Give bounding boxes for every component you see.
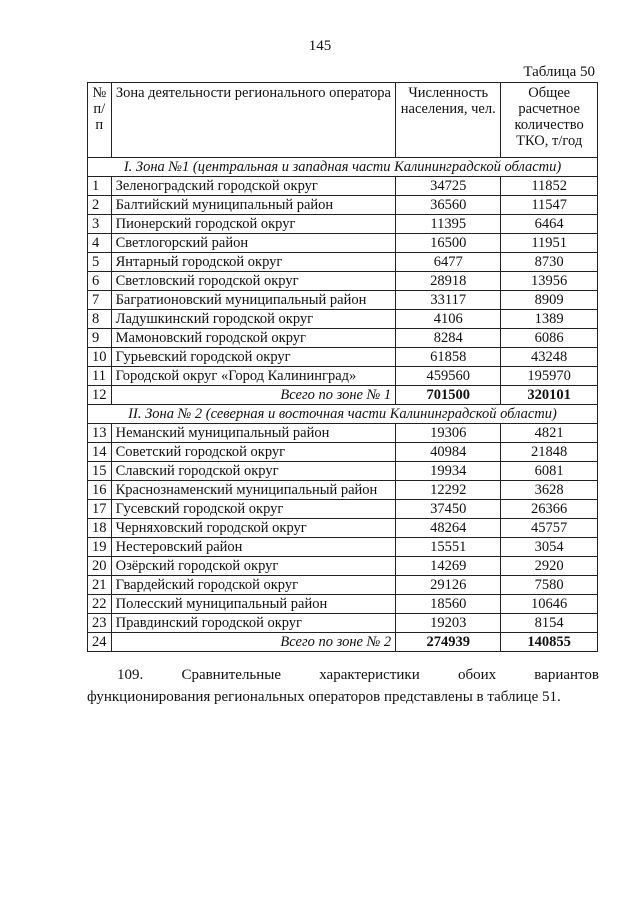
district-name: Всего по зоне № 2 <box>111 633 396 652</box>
population-cell: 6477 <box>396 253 501 272</box>
table-body <box>88 83 598 652</box>
district-name: Черняховский городской округ <box>111 519 396 538</box>
district-name: Балтийский муниципальный район <box>111 196 396 215</box>
tko-cell: 6086 <box>501 329 598 348</box>
district-name: Багратионовский муниципальный район <box>111 291 396 310</box>
row-number: 15 <box>88 462 112 481</box>
tko-cell: 3054 <box>501 538 598 557</box>
table-row <box>88 272 598 291</box>
row-number: 4 <box>88 234 112 253</box>
district-name: Светлогорский район <box>111 234 396 253</box>
row-number: 7 <box>88 291 112 310</box>
tko-cell: 140855 <box>501 633 598 652</box>
table-row <box>88 500 598 519</box>
section-title: II. Зона № 2 (северная и восточная части Калининградской области) <box>88 405 598 424</box>
district-name: Зеленоградский городской округ <box>111 177 396 196</box>
row-number: 1 <box>88 177 112 196</box>
population-cell: 701500 <box>396 386 501 405</box>
population-cell: 18560 <box>396 595 501 614</box>
population-cell: 36560 <box>396 196 501 215</box>
population-cell: 8284 <box>396 329 501 348</box>
district-name: Всего по зоне № 1 <box>111 386 396 405</box>
district-name: Славский городской округ <box>111 462 396 481</box>
population-cell: 11395 <box>396 215 501 234</box>
tko-cell: 3628 <box>501 481 598 500</box>
total-row <box>88 633 598 652</box>
table-row <box>88 177 598 196</box>
paragraph-line-1 <box>87 664 599 686</box>
population-cell: 33117 <box>396 291 501 310</box>
tko-cell: 45757 <box>501 519 598 538</box>
population-cell: 37450 <box>396 500 501 519</box>
tko-cell: 13956 <box>501 272 598 291</box>
district-name: Мамоновский городской округ <box>111 329 396 348</box>
row-number: 24 <box>88 633 112 652</box>
district-name: Пионерский городской округ <box>111 215 396 234</box>
tko-cell: 8909 <box>501 291 598 310</box>
section-title: I. Зона №1 (центральная и западная части Калининградской области) <box>88 158 598 177</box>
row-number: 12 <box>88 386 112 405</box>
tko-cell: 11852 <box>501 177 598 196</box>
tko-cell: 2920 <box>501 557 598 576</box>
tko-cell: 21848 <box>501 443 598 462</box>
paragraph-word: 109. <box>117 667 144 683</box>
district-name: Озёрский городской округ <box>111 557 396 576</box>
row-number: 3 <box>88 215 112 234</box>
paragraph <box>87 664 599 708</box>
table-row <box>88 595 598 614</box>
table-caption: Таблица 50 <box>523 64 595 80</box>
table-row <box>88 215 598 234</box>
header-population: Численность населения, чел. <box>396 83 501 158</box>
district-name: Правдинский городской округ <box>111 614 396 633</box>
population-cell: 459560 <box>396 367 501 386</box>
tko-cell: 4821 <box>501 424 598 443</box>
row-number: 10 <box>88 348 112 367</box>
district-name: Гурьевский городской округ <box>111 348 396 367</box>
tko-cell: 320101 <box>501 386 598 405</box>
row-number: 21 <box>88 576 112 595</box>
table-row <box>88 519 598 538</box>
table-row <box>88 462 598 481</box>
table-row <box>88 557 598 576</box>
row-number: 9 <box>88 329 112 348</box>
row-number: 14 <box>88 443 112 462</box>
district-name: Полесский муниципальный район <box>111 595 396 614</box>
table-row <box>88 234 598 253</box>
page-number: 145 <box>308 38 332 54</box>
row-number: 16 <box>88 481 112 500</box>
row-number: 20 <box>88 557 112 576</box>
table-row <box>88 576 598 595</box>
table-row <box>88 443 598 462</box>
row-number: 22 <box>88 595 112 614</box>
row-number: 19 <box>88 538 112 557</box>
tko-cell: 11547 <box>501 196 598 215</box>
row-number: 17 <box>88 500 112 519</box>
tko-cell: 1389 <box>501 310 598 329</box>
row-number: 8 <box>88 310 112 329</box>
district-name: Неманский муниципальный район <box>111 424 396 443</box>
tko-cell: 11951 <box>501 234 598 253</box>
tko-cell: 26366 <box>501 500 598 519</box>
row-number: 5 <box>88 253 112 272</box>
district-name: Светловский городской округ <box>111 272 396 291</box>
district-name: Городской округ «Город Калининград» <box>111 367 396 386</box>
table-row <box>88 329 598 348</box>
tko-cell: 10646 <box>501 595 598 614</box>
population-cell: 16500 <box>396 234 501 253</box>
table-row <box>88 196 598 215</box>
table-row <box>88 424 598 443</box>
population-cell: 48264 <box>396 519 501 538</box>
paragraph-word: вариантов <box>534 667 599 683</box>
population-cell: 14269 <box>396 557 501 576</box>
district-name: Советский городской округ <box>111 443 396 462</box>
paragraph-word: характеристики <box>319 667 420 683</box>
population-cell: 15551 <box>396 538 501 557</box>
tko-cell: 6464 <box>501 215 598 234</box>
table-header-row <box>88 83 598 158</box>
district-name: Нестеровский район <box>111 538 396 557</box>
row-number: 23 <box>88 614 112 633</box>
population-cell: 29126 <box>396 576 501 595</box>
tko-cell: 7580 <box>501 576 598 595</box>
population-cell: 61858 <box>396 348 501 367</box>
population-cell: 28918 <box>396 272 501 291</box>
population-cell: 34725 <box>396 177 501 196</box>
header-tko: Общее расчетное количество ТКО, т/год <box>501 83 598 158</box>
district-name: Гусевский городской округ <box>111 500 396 519</box>
tko-cell: 43248 <box>501 348 598 367</box>
table-row <box>88 481 598 500</box>
population-cell: 274939 <box>396 633 501 652</box>
tko-cell: 195970 <box>501 367 598 386</box>
table-row <box>88 538 598 557</box>
tko-cell: 8730 <box>501 253 598 272</box>
paragraph-word: Сравнительные <box>181 667 282 683</box>
table-row <box>88 614 598 633</box>
population-cell: 40984 <box>396 443 501 462</box>
paragraph-line-2: функционирования региональных операторов представлены в таблице 51. <box>87 689 561 705</box>
tko-cell: 6081 <box>501 462 598 481</box>
row-number: 18 <box>88 519 112 538</box>
table-row <box>88 348 598 367</box>
population-cell: 19203 <box>396 614 501 633</box>
row-number: 13 <box>88 424 112 443</box>
district-name: Ладушкинский городской округ <box>111 310 396 329</box>
population-cell: 4106 <box>396 310 501 329</box>
district-name: Краснознаменский муниципальный район <box>111 481 396 500</box>
population-cell: 12292 <box>396 481 501 500</box>
table-row <box>88 367 598 386</box>
table-row <box>88 291 598 310</box>
population-cell: 19934 <box>396 462 501 481</box>
table-row <box>88 253 598 272</box>
paragraph-word: обоих <box>457 667 497 683</box>
table-row <box>88 310 598 329</box>
total-row <box>88 386 598 405</box>
row-number: 11 <box>88 367 112 386</box>
data-table <box>87 82 598 652</box>
header-number: № п/п <box>88 83 112 158</box>
section-title-row <box>88 158 598 177</box>
tko-cell: 8154 <box>501 614 598 633</box>
row-number: 6 <box>88 272 112 291</box>
section-title-row <box>88 405 598 424</box>
row-number: 2 <box>88 196 112 215</box>
population-cell: 19306 <box>396 424 501 443</box>
district-name: Гвардейский городской округ <box>111 576 396 595</box>
header-zone: Зона деятельности регионального оператора <box>111 83 396 158</box>
district-name: Янтарный городской округ <box>111 253 396 272</box>
